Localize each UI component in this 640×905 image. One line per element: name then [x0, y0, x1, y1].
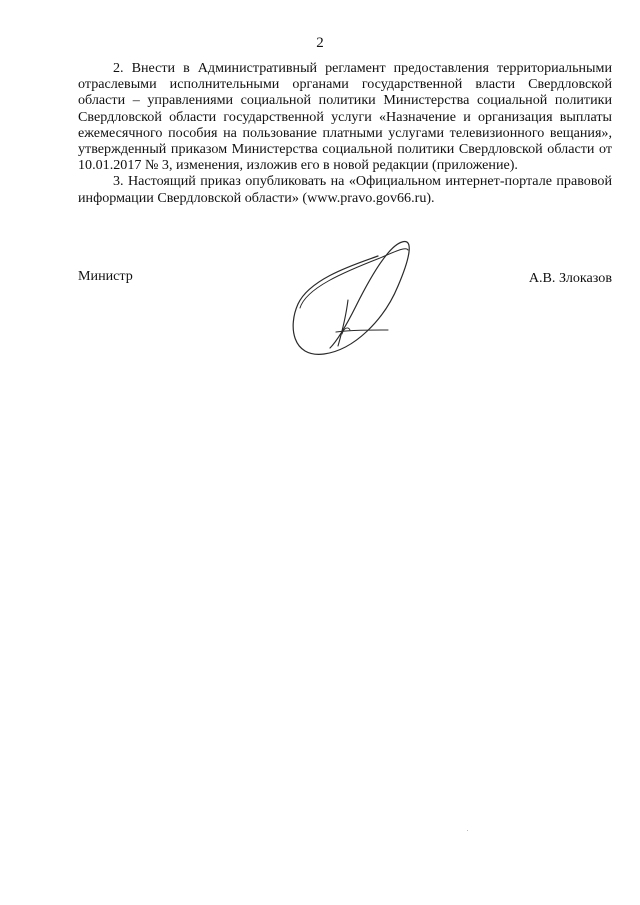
document-body	[78, 60, 612, 206]
scan-artifact	[467, 830, 468, 831]
paragraph-item-2: 2. Внести в Административный регламент предоставления территориальными отраслевыми исполнительными органами государственной власти Свердловской области – управлениями социальной политики Министерства социальной политики Свердловской области государственной услуги «Назначение и организация выплаты ежемесячного пособия на пользование платными услугами телевизионного вещания», утвержденный приказом Министерства социальной политики Свердловской области от 10.01.2017 № 3, изменения, изложив его в новой редакции (приложение).	[78, 60, 612, 174]
paragraph-item-3: 3. Настоящий приказ опубликовать на «Официальном интернет-портале правовой информации Свердловской области» (www.pravo.gov66.ru).	[78, 173, 612, 206]
signatory-name: А.В. Злоказов	[528, 270, 612, 286]
signature-block	[78, 266, 612, 366]
page-number: 2	[316, 35, 324, 51]
signatory-title: Министр	[78, 268, 133, 284]
handwritten-signature-icon	[284, 236, 424, 366]
